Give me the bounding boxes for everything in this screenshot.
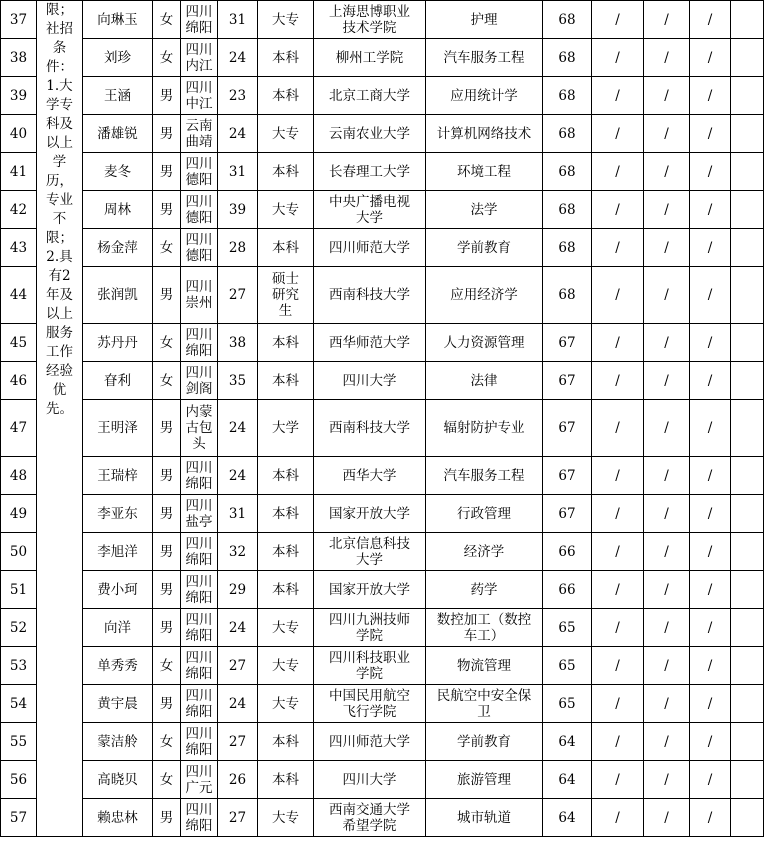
age-cell: 24 [218,685,258,723]
education-cell: 大专 [258,1,314,39]
education-cell: 本科 [258,77,314,115]
name-cell: 张润凯 [83,267,153,324]
origin-cell: 四川 崇州 [181,267,218,324]
gender-cell: 男 [153,153,181,191]
extra-cell-1: / [592,229,644,267]
education-cell: 大专 [258,115,314,153]
requirements-cell: 限；社招条件：1.大学专科及以上学历，专业不限；2.具有2年及以上服务工作经验优先。 [37,1,83,837]
education-cell: 硕士 研究 生 [258,267,314,324]
major-cell: 法律 [426,362,543,400]
extra-cell-1: / [592,400,644,457]
score-cell: 68 [543,39,592,77]
extra-cell-3: / [690,571,731,609]
row-number: 51 [1,571,37,609]
row-number: 52 [1,609,37,647]
extra-cell-3: / [690,191,731,229]
gender-cell: 男 [153,685,181,723]
age-cell: 26 [218,761,258,799]
school-cell: 长春理工大学 [314,153,426,191]
score-cell: 65 [543,609,592,647]
name-cell: 刘珍 [83,39,153,77]
extra-cell-3: / [690,761,731,799]
age-cell: 24 [218,39,258,77]
origin-cell: 四川 绵阳 [181,723,218,761]
name-cell: 向琳玉 [83,1,153,39]
score-cell: 67 [543,362,592,400]
extra-cell-2: / [644,153,690,191]
origin-cell: 四川 绵阳 [181,1,218,39]
extra-cell-1: / [592,533,644,571]
extra-cell-3: / [690,400,731,457]
row-number: 48 [1,457,37,495]
extra-cell-1: / [592,115,644,153]
education-cell: 本科 [258,761,314,799]
row-number: 47 [1,400,37,457]
extra-cell-4 [731,685,764,723]
extra-cell-3: / [690,1,731,39]
score-cell: 68 [543,191,592,229]
extra-cell-3: / [690,647,731,685]
name-cell: 李旭洋 [83,533,153,571]
age-cell: 24 [218,609,258,647]
gender-cell: 男 [153,267,181,324]
school-cell: 西南科技大学 [314,400,426,457]
origin-cell: 四川 绵阳 [181,324,218,362]
education-cell: 本科 [258,229,314,267]
age-cell: 24 [218,457,258,495]
extra-cell-4 [731,533,764,571]
name-cell: 李亚东 [83,495,153,533]
extra-cell-1: / [592,324,644,362]
extra-cell-2: / [644,362,690,400]
name-cell: 麦冬 [83,153,153,191]
table-row [1,761,764,799]
age-cell: 27 [218,267,258,324]
gender-cell: 男 [153,799,181,837]
table-row [1,571,764,609]
school-cell: 上海思博职业 技术学院 [314,1,426,39]
origin-cell: 四川 绵阳 [181,571,218,609]
extra-cell-2: / [644,267,690,324]
education-cell: 本科 [258,362,314,400]
row-number: 54 [1,685,37,723]
education-cell: 本科 [258,457,314,495]
major-cell: 应用统计学 [426,77,543,115]
major-cell: 城市轨道 [426,799,543,837]
education-cell: 大学 [258,400,314,457]
extra-cell-3: / [690,229,731,267]
education-cell: 本科 [258,153,314,191]
row-number: 42 [1,191,37,229]
extra-cell-4 [731,400,764,457]
education-cell: 大专 [258,685,314,723]
extra-cell-2: / [644,685,690,723]
gender-cell: 女 [153,761,181,799]
gender-cell: 男 [153,77,181,115]
extra-cell-4 [731,1,764,39]
major-cell: 学前教育 [426,723,543,761]
row-number: 39 [1,77,37,115]
row-number: 53 [1,647,37,685]
extra-cell-2: / [644,39,690,77]
extra-cell-1: / [592,77,644,115]
extra-cell-1: / [592,362,644,400]
row-number: 55 [1,723,37,761]
score-cell: 68 [543,229,592,267]
score-cell: 67 [543,495,592,533]
extra-cell-3: / [690,495,731,533]
extra-cell-3: / [690,77,731,115]
age-cell: 27 [218,723,258,761]
row-number: 43 [1,229,37,267]
score-cell: 66 [543,533,592,571]
age-cell: 24 [218,115,258,153]
extra-cell-3: / [690,153,731,191]
school-cell: 西南交通大学 希望学院 [314,799,426,837]
table-row [1,229,764,267]
score-cell: 66 [543,571,592,609]
age-cell: 24 [218,400,258,457]
school-cell: 西南科技大学 [314,267,426,324]
table-row [1,362,764,400]
school-cell: 中央广播电视 大学 [314,191,426,229]
school-cell: 四川师范大学 [314,229,426,267]
origin-cell: 四川 内江 [181,39,218,77]
score-cell: 64 [543,761,592,799]
origin-cell: 四川 绵阳 [181,609,218,647]
origin-cell: 四川 绵阳 [181,799,218,837]
extra-cell-2: / [644,609,690,647]
extra-cell-3: / [690,799,731,837]
extra-cell-4 [731,153,764,191]
row-number: 56 [1,761,37,799]
education-cell: 大专 [258,647,314,685]
gender-cell: 男 [153,571,181,609]
extra-cell-1: / [592,1,644,39]
name-cell: 王明泽 [83,400,153,457]
major-cell: 经济学 [426,533,543,571]
age-cell: 32 [218,533,258,571]
score-cell: 64 [543,799,592,837]
table-row [1,685,764,723]
age-cell: 27 [218,799,258,837]
table-row [1,77,764,115]
extra-cell-4 [731,799,764,837]
extra-cell-4 [731,609,764,647]
extra-cell-3: / [690,362,731,400]
extra-cell-2: / [644,400,690,457]
name-cell: 周林 [83,191,153,229]
major-cell: 药学 [426,571,543,609]
age-cell: 29 [218,571,258,609]
extra-cell-4 [731,457,764,495]
major-cell: 旅游管理 [426,761,543,799]
score-cell: 68 [543,77,592,115]
table-row [1,533,764,571]
extra-cell-2: / [644,761,690,799]
age-cell: 28 [218,229,258,267]
name-cell: 高晓贝 [83,761,153,799]
major-cell: 护理 [426,1,543,39]
row-number: 40 [1,115,37,153]
extra-cell-4 [731,362,764,400]
name-cell: 杨金萍 [83,229,153,267]
row-number: 50 [1,533,37,571]
name-cell: 潘雄锐 [83,115,153,153]
extra-cell-2: / [644,191,690,229]
origin-cell: 四川 德阳 [181,229,218,267]
row-number: 45 [1,324,37,362]
major-cell: 行政管理 [426,495,543,533]
extra-cell-2: / [644,647,690,685]
score-cell: 67 [543,457,592,495]
table-row [1,799,764,837]
row-number: 37 [1,1,37,39]
extra-cell-4 [731,191,764,229]
origin-cell: 四川 绵阳 [181,457,218,495]
table-row [1,609,764,647]
extra-cell-2: / [644,799,690,837]
extra-cell-4 [731,324,764,362]
extra-cell-3: / [690,39,731,77]
extra-cell-1: / [592,799,644,837]
extra-cell-3: / [690,685,731,723]
extra-cell-3: / [690,457,731,495]
extra-cell-2: / [644,115,690,153]
name-cell: 王瑞梓 [83,457,153,495]
gender-cell: 男 [153,609,181,647]
extra-cell-1: / [592,191,644,229]
origin-cell: 四川 广元 [181,761,218,799]
table-row [1,457,764,495]
extra-cell-2: / [644,77,690,115]
name-cell: 赖忠林 [83,799,153,837]
education-cell: 大专 [258,191,314,229]
school-cell: 四川九洲技师 学院 [314,609,426,647]
school-cell: 国家开放大学 [314,495,426,533]
table-row [1,267,764,324]
extra-cell-2: / [644,495,690,533]
origin-cell: 四川 中江 [181,77,218,115]
row-number: 38 [1,39,37,77]
origin-cell: 四川 盐亭 [181,495,218,533]
school-cell: 中国民用航空 飞行学院 [314,685,426,723]
score-cell: 64 [543,723,592,761]
major-cell: 环境工程 [426,153,543,191]
extra-cell-4 [731,571,764,609]
row-number: 41 [1,153,37,191]
origin-cell: 云南 曲靖 [181,115,218,153]
table-row [1,495,764,533]
gender-cell: 女 [153,39,181,77]
extra-cell-4 [731,723,764,761]
major-cell: 物流管理 [426,647,543,685]
extra-cell-3: / [690,267,731,324]
extra-cell-3: / [690,723,731,761]
extra-cell-2: / [644,723,690,761]
name-cell: 单秀秀 [83,647,153,685]
education-cell: 本科 [258,324,314,362]
extra-cell-3: / [690,324,731,362]
table-row [1,153,764,191]
extra-cell-1: / [592,761,644,799]
table-row [1,39,764,77]
score-cell: 68 [543,153,592,191]
education-cell: 大专 [258,799,314,837]
education-cell: 本科 [258,533,314,571]
extra-cell-1: / [592,571,644,609]
school-cell: 西华师范大学 [314,324,426,362]
origin-cell: 四川 德阳 [181,153,218,191]
gender-cell: 女 [153,324,181,362]
score-cell: 68 [543,1,592,39]
extra-cell-4 [731,761,764,799]
age-cell: 31 [218,153,258,191]
table-row [1,723,764,761]
age-cell: 35 [218,362,258,400]
school-cell: 四川科技职业 学院 [314,647,426,685]
extra-cell-1: / [592,609,644,647]
extra-cell-4 [731,495,764,533]
table-row [1,191,764,229]
extra-cell-2: / [644,571,690,609]
school-cell: 北京信息科技 大学 [314,533,426,571]
school-cell: 国家开放大学 [314,571,426,609]
origin-cell: 四川 德阳 [181,191,218,229]
gender-cell: 女 [153,647,181,685]
score-cell: 65 [543,647,592,685]
major-cell: 辐射防护专业 [426,400,543,457]
school-cell: 西华大学 [314,457,426,495]
gender-cell: 男 [153,400,181,457]
extra-cell-3: / [690,609,731,647]
major-cell: 法学 [426,191,543,229]
major-cell: 汽车服务工程 [426,457,543,495]
gender-cell: 女 [153,229,181,267]
name-cell: 黄宇晨 [83,685,153,723]
extra-cell-1: / [592,153,644,191]
school-cell: 云南农业大学 [314,115,426,153]
extra-cell-4 [731,77,764,115]
extra-cell-2: / [644,229,690,267]
education-cell: 本科 [258,39,314,77]
education-cell: 本科 [258,571,314,609]
row-number: 49 [1,495,37,533]
table-row [1,400,764,457]
extra-cell-1: / [592,39,644,77]
age-cell: 38 [218,324,258,362]
extra-cell-1: / [592,723,644,761]
school-cell: 北京工商大学 [314,77,426,115]
table-row [1,115,764,153]
row-number: 57 [1,799,37,837]
education-cell: 本科 [258,495,314,533]
origin-cell: 四川 绵阳 [181,647,218,685]
gender-cell: 男 [153,495,181,533]
origin-cell: 四川 绵阳 [181,533,218,571]
extra-cell-1: / [592,267,644,324]
row-number: 44 [1,267,37,324]
extra-cell-2: / [644,324,690,362]
major-cell: 计算机网络技术 [426,115,543,153]
extra-cell-4 [731,39,764,77]
major-cell: 数控加工（数控 车工） [426,609,543,647]
name-cell: 眘利 [83,362,153,400]
name-cell: 王涵 [83,77,153,115]
school-cell: 四川大学 [314,362,426,400]
major-cell: 学前教育 [426,229,543,267]
extra-cell-2: / [644,457,690,495]
name-cell: 蒙洁舲 [83,723,153,761]
extra-cell-2: / [644,1,690,39]
major-cell: 应用经济学 [426,267,543,324]
age-cell: 27 [218,647,258,685]
extra-cell-3: / [690,533,731,571]
origin-cell: 内蒙 古包 头 [181,400,218,457]
extra-cell-1: / [592,457,644,495]
gender-cell: 女 [153,1,181,39]
school-cell: 四川师范大学 [314,723,426,761]
school-cell: 四川大学 [314,761,426,799]
extra-cell-4 [731,229,764,267]
education-cell: 本科 [258,723,314,761]
table-row [1,1,764,39]
score-cell: 68 [543,267,592,324]
gender-cell: 女 [153,362,181,400]
table-row [1,647,764,685]
gender-cell: 男 [153,115,181,153]
score-cell: 67 [543,400,592,457]
school-cell: 柳州工学院 [314,39,426,77]
major-cell: 人力资源管理 [426,324,543,362]
major-cell: 民航空中安全保 卫 [426,685,543,723]
extra-cell-4 [731,647,764,685]
score-cell: 68 [543,115,592,153]
gender-cell: 女 [153,723,181,761]
age-cell: 39 [218,191,258,229]
origin-cell: 四川 剑阁 [181,362,218,400]
age-cell: 31 [218,1,258,39]
gender-cell: 男 [153,533,181,571]
score-cell: 67 [543,324,592,362]
extra-cell-1: / [592,495,644,533]
table-body [1,1,764,837]
extra-cell-1: / [592,647,644,685]
name-cell: 向洋 [83,609,153,647]
education-cell: 大专 [258,609,314,647]
extra-cell-3: / [690,115,731,153]
extra-cell-2: / [644,533,690,571]
extra-cell-4 [731,115,764,153]
extra-cell-1: / [592,685,644,723]
origin-cell: 四川 绵阳 [181,685,218,723]
gender-cell: 男 [153,191,181,229]
gender-cell: 男 [153,457,181,495]
score-cell: 65 [543,685,592,723]
major-cell: 汽车服务工程 [426,39,543,77]
name-cell: 苏丹丹 [83,324,153,362]
row-number: 46 [1,362,37,400]
extra-cell-4 [731,267,764,324]
age-cell: 31 [218,495,258,533]
age-cell: 23 [218,77,258,115]
name-cell: 费小珂 [83,571,153,609]
table-row [1,324,764,362]
